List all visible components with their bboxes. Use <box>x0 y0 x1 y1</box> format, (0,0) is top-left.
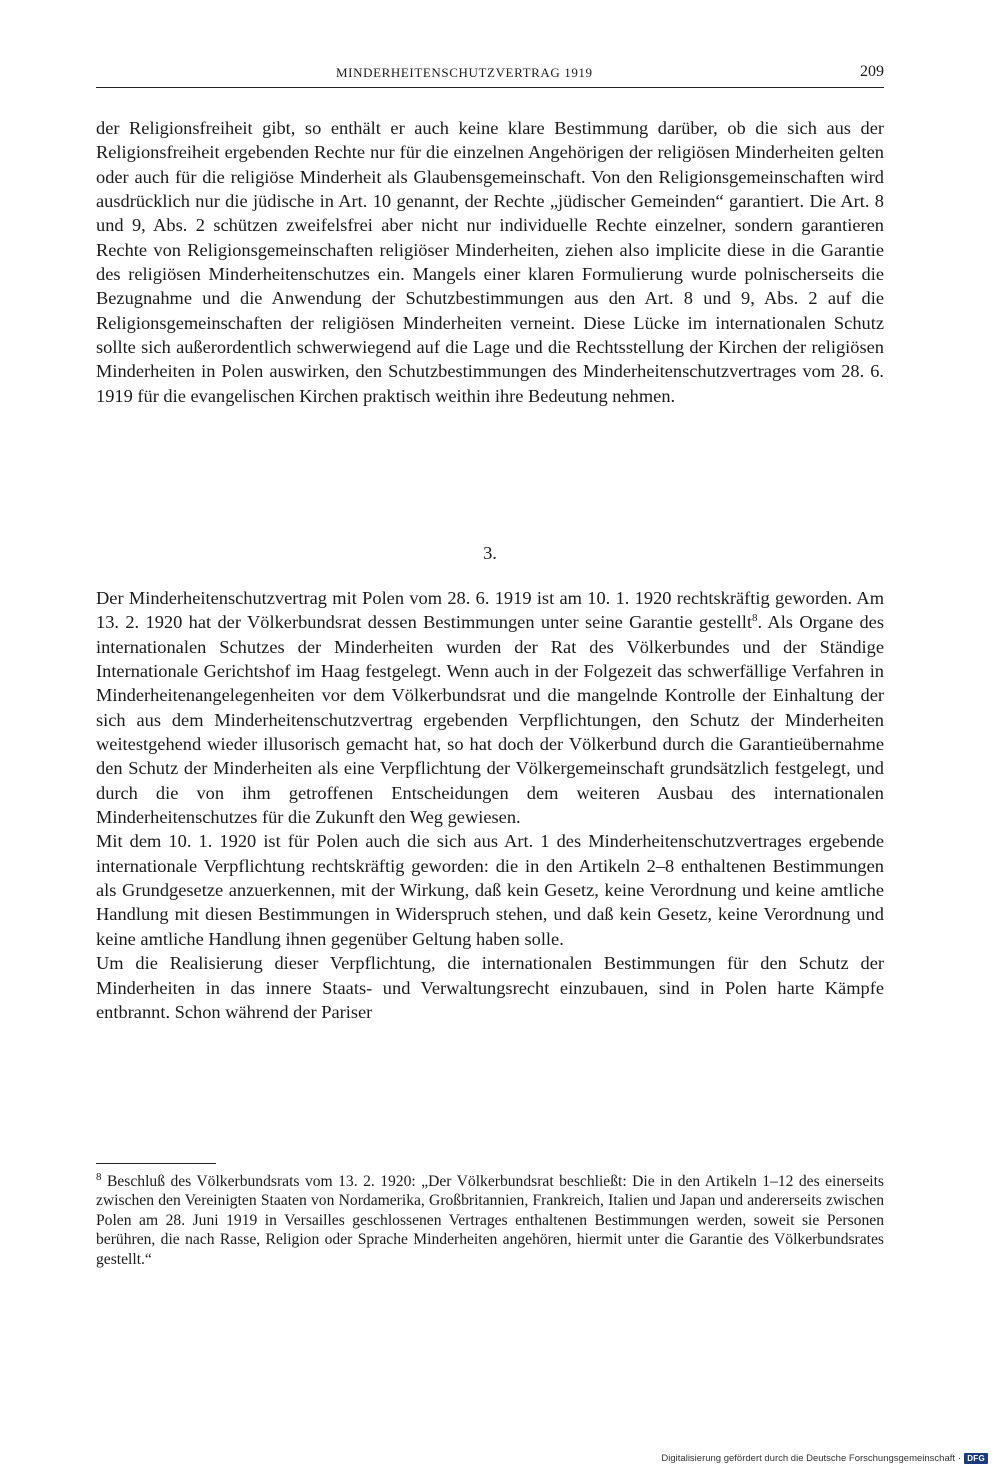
body-paragraph-1 <box>96 116 884 408</box>
footnote <box>96 1172 884 1269</box>
credit-text: Digitalisierung gefördert durch die Deutsche Forschungsgemeinschaft <box>661 1453 956 1464</box>
paragraph-text: . Als Organe des internationalen Schutzes der Minderheiten wurden der Rat des Völkerbundes und der Ständige Internationale Gerichtshof im Haag festgelegt. Wenn auch in der Folgezeit das schwerfällige Verfahren in Minderheitenangelegenheiten vor dem Völkerbundsrat und die mangelnde Kontrolle der Einhaltung der sich aus dem Minderheitenschutzvertrag ergebenden Verpflichtungen, den Schutz der Minderheiten weitestgehend wieder illusorisch gemacht hat, so hat doch der Völkerbund durch die Garantieübernahme den Schutz der Minderheiten als eine Verpflichtung der Völkergemeinschaft grundsätzlich festgelegt, und durch die von ihm getroffenen Entscheidungen dem weiteren Ausbau des internationalen Minderheitenschutzes für die Zukunft den Weg gewiesen. <box>96 612 884 828</box>
running-title: MINDERHEITENSCHUTZVERTRAG 1919 <box>336 65 593 80</box>
running-header <box>96 63 884 88</box>
dfg-logo-icon: DFG <box>964 1453 988 1464</box>
page-number: 209 <box>860 63 884 80</box>
footnote-divider <box>96 1163 216 1164</box>
paragraph-text: der Religionsfreiheit gibt, so enthält er auch keine klare Bestimmung darüber, ob die sich aus der Religionsfreiheit ergebenden Rechte nur für die einzelnen Angehörigen der religiösen Minderheiten gelten oder auch für die religiöse Minderheit als Glaubensgemeinschaft. Von den Religionsgemeinschaften wird ausdrücklich nur die jüdische in Art. 10 genannt, der Rechte „jüdischer Gemeinden“ garantiert. Die Art. 8 und 9, Abs. 2 schützen zweifelsfrei aber nicht nur individuelle Rechte einzelner, sondern garantieren Rechte von Religionsgemeinschaften religiöser Minderheiten, ziehen also implicite diese in die Garantie des religiösen Minderheitenschutzes ein. Mangels einer klaren Formulierung wurde polnischerseits die Bezugnahme und die Anwendung der Schutzbestimmungen aus den Art. 8 und 9, Abs. 2 auf die Religionsgemeinschaften der religiösen Minderheiten verneint. Diese Lücke im internationalen Schutz sollte sich außerordentlich schwerwiegend auf die Lage und die Rechtsstellung der Kirchen der religiösen Minderheiten in Polen auswirken, den Schutzbestimmungen des Minderheitenschutzvertrages vom 28. 6. 1919 für die evangelischen Kirchen praktisch weithin ihre Bedeutung nehmen. <box>96 118 884 406</box>
body-paragraph-2 <box>96 586 884 829</box>
footnote-reference[interactable]: 8 <box>751 612 758 625</box>
body-paragraph-3: Mit dem 10. 1. 1920 ist für Polen auch die sich aus Art. 1 des Minderheitenschutzvertrages ergebende internationale Verpflichtung rechtskräftig geworden: die in den Artikeln 2–8 enthaltenen Bestimmungen als Grundgesetze anzuerkennen, mit der Wirkung, daß kein Gesetz, keine Verordnung und keine amtliche Handlung mit diesen Bestimmungen in Widerspruch stehen, und daß kein Gesetz, keine Verordnung und keine amtliche Handlung ihnen gegenüber Geltung haben solle. <box>96 831 884 949</box>
paragraph-text: Der Minderheitenschutzvertrag mit Polen vom 28. 6. 1919 ist am 10. 1. 1920 rechtskräftig geworden. Am 13. 2. 1920 hat der Völkerbundsrat dessen Bestimmungen unter seine Garantie gestellt <box>96 588 884 633</box>
section-number: 3. <box>483 543 497 563</box>
digitization-credit <box>661 1453 988 1464</box>
body-section-3 <box>96 586 884 1024</box>
footnote-marker: 8 <box>96 1170 102 1183</box>
footnote-text: Beschluß des Völkerbundsrats vom 13. 2. 1920: „Der Völkerbundsrat beschließt: Die in den Artikeln 1–12 des einerseits zwischen den Vereinigten Staaten von Nordamerika, Großbritannien, Frankreich, Italien und Japan und andererseits zwischen Polen am 28. Juni 1919 in Versailles geschlossenen Vertrages enthaltenen Bestimmungen werden, soweit sie Personen berühren, die nach Rasse, Religion oder Sprache Minderheiten angehören, hiermit unter die Garantie des Völkerbundsrates gestellt.“ <box>96 1173 884 1268</box>
body-paragraph-4: Um die Realisierung dieser Verpflichtung, die internationalen Bestimmungen für den Schutz der Minderheiten in das innere Staats- und Verwaltungsrecht einzubauen, sind in Polen harte Kämpfe entbrannt. Schon während der Pariser <box>96 953 884 1022</box>
credit-separator: · <box>958 1453 962 1464</box>
